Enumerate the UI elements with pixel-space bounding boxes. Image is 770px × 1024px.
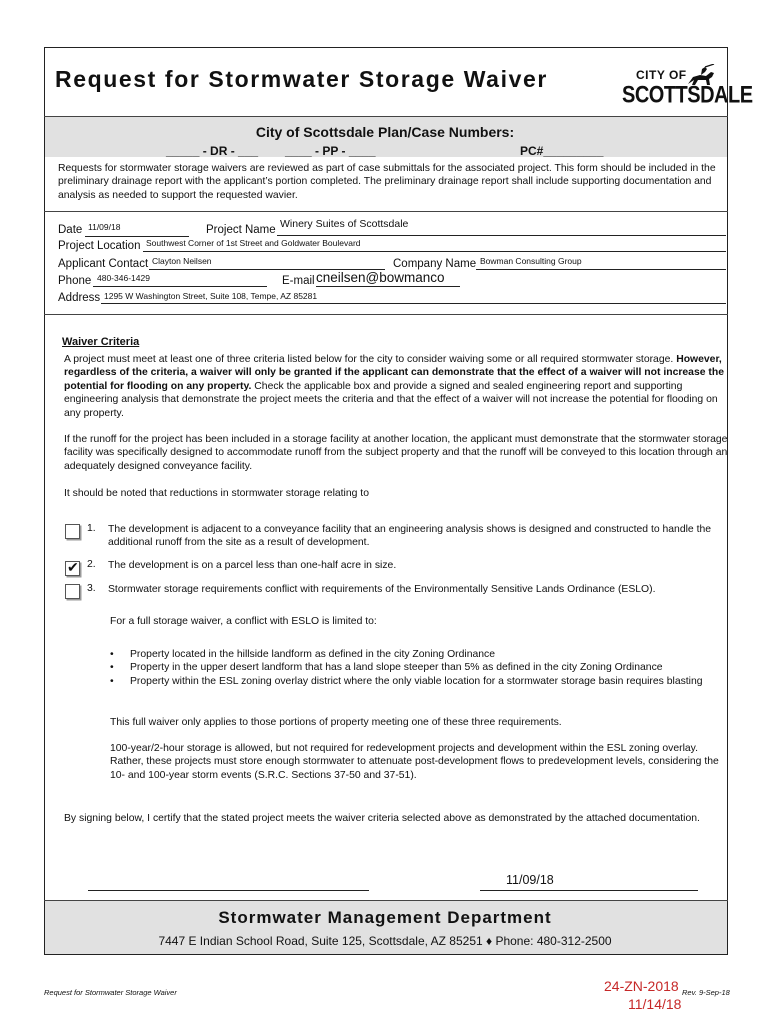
criteria-intro: [64, 353, 728, 420]
signature-line[interactable]: [88, 890, 369, 891]
email-underline: [316, 286, 460, 287]
phone-underline: [93, 286, 267, 287]
list-item: • Property within the ESL zoning overlay district where the only viable location for a stormwater storage basin requires blasting: [110, 675, 730, 688]
criteria-1-number: 1.: [87, 523, 96, 534]
dr-number-field[interactable]: _____ - DR - ___: [166, 144, 259, 158]
list-item: • Property in the upper desert landform that has a land slope steeper than 5% as defined in the city Zoning Ordinance: [110, 661, 730, 674]
divider: [44, 211, 728, 212]
noted-paragraph: It should be noted that reductions in stormwater storage relating to: [64, 488, 369, 499]
list-item: • Property located in the hillside landform as defined in the city Zoning Ordinance: [110, 648, 730, 661]
certify-paragraph: By signing below, I certify that the stated project meets the waiver criteria selected above as demonstrated by the attached documentation.: [64, 813, 700, 824]
project-name-label: Project Name: [206, 224, 276, 236]
applicant-contact-label: Applicant Contact: [58, 258, 149, 270]
scottsdale-logo: [622, 68, 753, 112]
signature-date-field[interactable]: 11/09/18: [506, 873, 554, 887]
divider: [44, 314, 728, 315]
project-location-field[interactable]: Southwest Corner of 1st Street and Goldwater Boulevard: [146, 238, 361, 248]
criteria-2-number: 2.: [87, 559, 96, 570]
criteria-intro-text: A project must meet at least one of three criteria listed below for the city to consider waiving some or all required stormwater storage.: [64, 354, 674, 365]
criteria-1-text: The development is adjacent to a conveyance facility that an engineering analysis shows is designed and constructed to handle the additional runoff from the site as a result of development.: [108, 524, 712, 549]
waiver-criteria-heading: Waiver Criteria: [62, 336, 140, 348]
storage-paragraph: 100-year/2-hour storage is allowed, but not required for redevelopment projects and development within the ESL zoning overlay. Rather, these projects must store enough stormwater to attenuate post-development flows to predevelopment levels, considering the 10- and 100-year storm events (S.R.C. Sections 37-50 and 37-51).: [110, 743, 719, 781]
project-location-label: Project Location: [58, 240, 141, 252]
divider: [44, 900, 728, 901]
eslo-bullet-list: [110, 648, 730, 688]
received-date-stamp: 11/14/18: [628, 996, 682, 1012]
intro-paragraph: Requests for stormwater storage waivers are reviewed as part of case submittals for the associated project. This form should be included in the preliminary drainage report with the applicant’s portion completed. The preliminary drainage report shall include supporting documentation and analysis as needed to support the requested wavier.: [58, 163, 716, 201]
pc-number-field[interactable]: PC#_________: [520, 144, 604, 158]
criteria-3-number: 3.: [87, 583, 96, 594]
criteria-intro-tail: Check the applicable box and provide a signed and sealed engineering report and supporting engineering analysis that demonstrate the project meets the criteria and that the effect of a waiver will not increase the potential for flooding on any property.: [64, 380, 718, 419]
company-name-underline: [476, 269, 726, 270]
department-title: Stormwater Management Department: [218, 908, 552, 927]
address-label: Address: [58, 292, 101, 304]
date-field[interactable]: 11/09/18: [88, 222, 121, 232]
logo-city-text: CITY OF: [636, 68, 687, 82]
email-field[interactable]: cneilsen@bowmanco: [316, 270, 445, 285]
case-number-stamp: 24-ZN-2018: [604, 978, 679, 994]
runoff-paragraph: If the runoff for the project has been included in a storage facility at another location, the applicant must demonstrate that the stormwater storage facility was specifically designed to accommodate runoff from the subject property and that the runoff will be conveyed to this location through an adequately designed conveyance facility.: [64, 434, 728, 472]
criteria-3-text: Stormwater storage requirements conflict with requirements of the Environmentally Sensitive Lands Ordinance (ESLO).: [108, 584, 656, 595]
full-waiver-paragraph: This full waiver only applies to those portions of property meeting one of these three requirements.: [110, 717, 562, 728]
project-location-underline: [143, 251, 726, 252]
plan-case-heading: City of Scottsdale Plan/Case Numbers:: [255, 124, 515, 140]
revision-date: Rev. 9-Sep-18: [682, 988, 730, 997]
address-underline: [101, 303, 726, 304]
logo-name-text: SCOTTSDALE: [622, 82, 753, 109]
checkmark-icon: ✔: [67, 559, 79, 575]
date-underline: [85, 236, 189, 237]
phone-field[interactable]: 480-346-1429: [97, 273, 150, 283]
criteria-2-checkbox[interactable]: [65, 561, 80, 576]
criteria-3-checkbox[interactable]: [65, 584, 80, 599]
footer-form-name: Request for Stormwater Storage Waiver: [44, 988, 177, 997]
department-address: 7447 E Indian School Road, Suite 125, Scottsdale, AZ 85251 ♦ Phone: 480-312-2500: [158, 934, 612, 948]
form-title: Request for Stormwater Storage Waiver: [55, 66, 548, 92]
company-name-label: Company Name: [393, 258, 477, 270]
project-name-underline: [277, 235, 726, 236]
pp-number-field[interactable]: ____ - PP - ____: [285, 144, 376, 158]
criteria-1-checkbox[interactable]: [65, 524, 80, 539]
date-label: Date: [58, 224, 83, 236]
phone-label: Phone: [58, 275, 92, 287]
project-name-field[interactable]: Winery Suites of Scottsdale: [280, 218, 409, 230]
address-field[interactable]: 1295 W Washington Street, Suite 108, Tempe, AZ 85281: [104, 291, 318, 301]
criteria-intro-bold: However, regardless of the criteria, a waiver will only be granted if the applicant can demonstrate that the effect of a waiver will not increase the potential for flooding on any property.: [64, 354, 724, 392]
eslo-intro: For a full storage waiver, a conflict with ESLO is limited to:: [110, 616, 377, 627]
signature-date-line: [480, 890, 698, 891]
company-name-field[interactable]: Bowman Consulting Group: [480, 256, 582, 266]
email-label: E-mail: [282, 275, 315, 287]
applicant-contact-field[interactable]: Clayton Neilsen: [152, 256, 212, 266]
criteria-2-text: The development is on a parcel less than one-half acre in size.: [108, 560, 397, 571]
